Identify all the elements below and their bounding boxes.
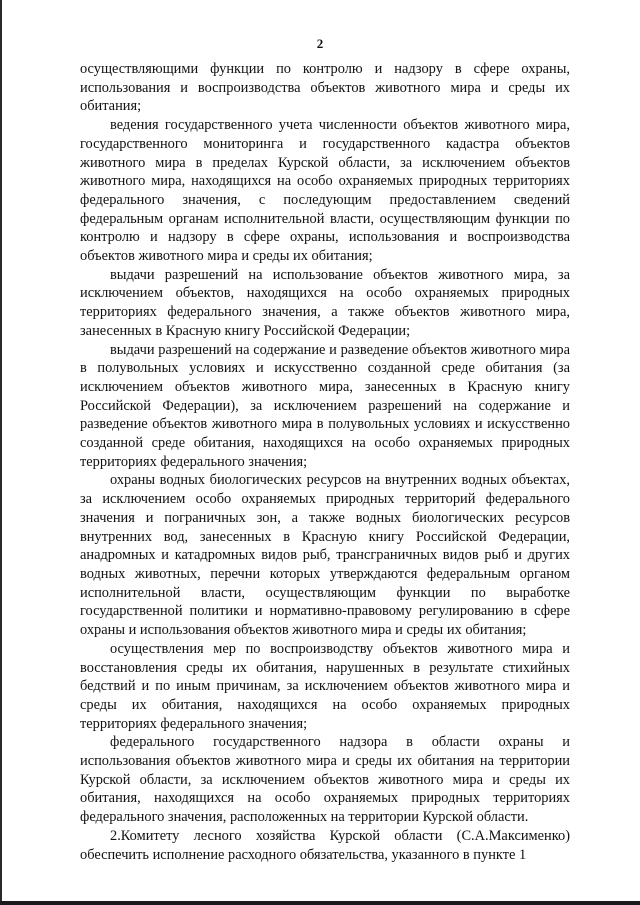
paragraph-usage-permits: выдачи разрешений на использование объектов животного мира, за исключением объектов, находящихся на особо охраняемых природных территориях федерального значения, а также объектов животного мира, занесенных в Красную книгу Российской Федерации; [80, 266, 570, 339]
paragraph-breeding-permits: выдачи разрешений на содержание и разведение объектов животного мира в полувольных условиях и искусственно созданной среде обитания (за исключением объектов животного мира, занесенных в Красную книгу Российской Федерации), за исключением разрешений на содержание и разведение объектов животного мира в полувольных условиях и искусственно созданной среде обитания, находящихся на особо охраняемых природных территориях федерального значения; [80, 341, 570, 470]
paragraph-item-2: 2.Комитету лесного хозяйства Курской области (С.А.Максименко) обеспечить исполнение расходного обязательства, указанного в пункте 1 [80, 827, 570, 863]
paragraph-aquatic-resources: охраны водных биологических ресурсов на внутренних водных объектах, за исключением особо охраняемых природных территорий федерального значения и пограничных зон, а также водных биологических ресурсов внутренних вод, занесенных в Красную книгу Российской Федерации, анадромных и катадромных видов рыб, трансграничных видов рыб и других водных животных, перечни которых утверждаются федеральным органом исполнительной власти, осуществляющим функции по выработке государственной политики и нормативно-правовому регулированию в сфере охраны и использования объектов животного мира и среды их обитания; [80, 472, 570, 639]
paragraph-state-accounting: ведения государственного учета численности объектов животного мира, государственного мониторинга и государственного кадастра объектов животного мира в пределах Курской области, за исключением объектов животного мира, находящихся на особо охраняемых природных территориях федерального значения, с последующим предоставлением сведений федеральным органам исполнительной власти, осуществляющим функции по контролю и надзору в сфере охраны, использования и воспроизводства объектов животного мира и среды их обитания; [80, 117, 570, 265]
paragraph-federal-supervision: федерального государственного надзора в области охраны и использования объектов животного мира и среды их обитания на территории Курской области, за исключением объектов животного мира и среды их обитания, находящихся на особо охраняемых природных территориях федерального значения, расположенных на территории Курской области. [80, 734, 570, 826]
scan-bottom-edge [0, 901, 640, 905]
scan-left-edge [0, 0, 2, 905]
paragraph-continuation: осуществляющими функции по контролю и надзору в сфере охраны, использования и воспроизводства объектов животного мира и среды их обитания; [80, 61, 570, 115]
document-body [80, 60, 570, 864]
paragraph-reproduction-measures: осуществления мер по воспроизводству объектов животного мира и восстановления среды их обитания, нарушенных в результате стихийных бедствий и по иным причинам, за исключением объектов животного мира и среды их обитания, находящихся на особо охраняемых природных территориях федерального значения; [80, 640, 570, 732]
page-number: 2 [316, 36, 324, 51]
